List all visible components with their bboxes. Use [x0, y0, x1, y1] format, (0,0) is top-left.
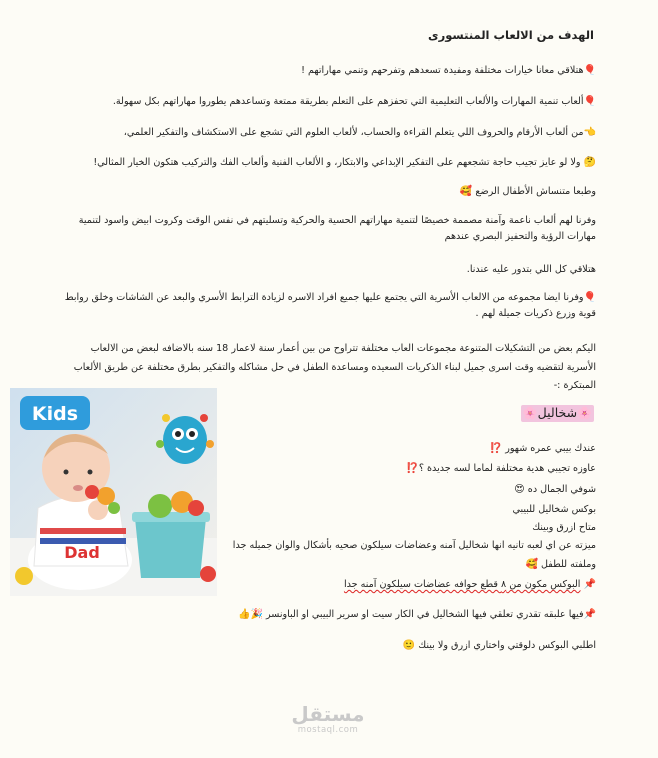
paragraph-skills: 🎈ألعاب تنمية المهارات والألعاب التعليمية التي تحفزهم على التعلم بطريقة ممتعة وتساعدهم يطوروا مهاراتهم بكل سهولة. — [112, 96, 596, 107]
thumbs-up-icon: 👍 — [238, 609, 251, 620]
paragraph-creative: 🤔 ولا لو عايز تجيب حاجة تشجعهم على التفكير الإبداعي والابتكار، و الألعاب الفنية وألعاب الفك والتركيب هتكون الخيار المثالي! — [93, 157, 596, 168]
rattle-line-4: بوكس شخاليل للبيبي — [512, 504, 596, 515]
rattle-line-10: اطلبي البوكس دلوقتي واختاري ازرق ولا بينك 🙂 — [402, 640, 596, 651]
rattle-line-1: عندك بيبي عمره شهور ⁉️ — [489, 443, 596, 454]
party-icon: 🎉 — [250, 609, 263, 620]
smiling-face-icon: 🥰 — [459, 186, 473, 197]
balloon-icon: 🎈 — [583, 292, 596, 303]
flower-icon: 🌸 — [522, 406, 538, 420]
rattle-line-2: عاوزه تجيبي هدية مختلفة لماما لسه جديدة ؟⁉️ — [406, 463, 596, 474]
balloon-icon: 🎈 — [583, 96, 596, 107]
pointing-hand-icon: 👈 — [583, 127, 596, 138]
smile-icon: 🙂 — [402, 640, 416, 651]
paragraph-family: 🎈وفرنا ايضا مجموعه من الالعاب الأسرية التي يجتمع عليها جميع افراد الاسره لزيادة الترابط الأسري والبعد عن الشاشات وخلق روابط قوية وزرع ذكريات جميلة لهم . — [64, 292, 596, 319]
rattle-line-9: 📌فيها علبقه تقدري تعلقي فيها الشخاليل في الكار سيت او سرير البيبي او الباونسر 🎉👍 — [238, 609, 596, 620]
rattle-line-5: متاح ازرق وبينك — [532, 522, 596, 533]
page-title: الهدف من الالعاب المنتسورى — [428, 28, 594, 42]
heading-highlight: 🌸شخاليل🌸 — [522, 405, 592, 420]
mostaql-watermark — [283, 703, 373, 735]
watermark-domain: mostaql.com — [297, 725, 359, 735]
paragraph-intro: 🎈هتلاقي معانا خيارات مختلفة ومفيدة تسعدهم وتفرحهم وتنمي مهاراتهم ! — [301, 65, 596, 76]
balloon-icon: 🎈 — [583, 65, 596, 76]
pushpin-icon: 📌 — [583, 579, 596, 590]
question-marks-icon: ⁉️ — [406, 463, 419, 474]
baby-toy-photo — [10, 388, 217, 596]
paragraph-find: هتلاقي كل اللي بتدور عليه عندنا. — [466, 264, 596, 275]
paragraph-collections: اليكم بعض من التشكيلات المتنوعة مجموعات العاب مختلفة تتراوح من بين أعمار سنة لاعمار 18 سنه بالاضافه لبعض من الالعاب الأسرية لتقضيه وقت اسرى جميل لبناء الذكريات السعيده ومساعدة الطفل في حل مشاكله والتفكير بطرق مختلفة عن طريق الألعاب المبتكرة :- — [73, 343, 596, 391]
kids-badge-label: Kids — [31, 403, 79, 425]
paragraph-babies: وطبعا متنساش الأطفال الرضع 🥰 — [459, 186, 596, 197]
rattle-line-8: 📌 البوكس مكون من ٨ قطع حوافه عضاضات سيلكون آمنه جدا — [343, 579, 596, 590]
section-heading — [521, 405, 594, 422]
pushpin-icon: 📌 — [583, 609, 596, 620]
paragraph-soft-toys: وفرنا لهم ألعاب ناعمة وآمنة مصممة خصيصًا لتنمية مهاراتهم الحسية والحركية وتسليتهم في نفس الوقت وكروت ابيض واسود لتنمية مهارات الرؤية والتحفيز البصري عندهم — [78, 215, 596, 242]
baby-photo-illustration — [10, 388, 217, 596]
flower-icon: 🌸 — [577, 406, 592, 420]
thinking-face-icon: 🤔 — [583, 157, 596, 168]
rattle-line-7: وملفته للطفل 🥰 — [525, 559, 596, 570]
question-marks-icon: ⁉️ — [489, 443, 503, 454]
smiling-face-icon: 🥰 — [525, 559, 538, 570]
shirt-print: Dad — [64, 543, 100, 562]
heart-eyes-icon: 😍 — [514, 484, 525, 495]
rattle-line-3: شوفي الجمال ده 😍 — [514, 484, 596, 495]
rattle-line-6: ميزته عن اي لعبه تانيه انها شخاليل آمنه وعضاضات سيلكون صحيه بأشكال والوان جميله جدا — [232, 540, 596, 551]
watermark-logo-text: مستقل — [291, 702, 365, 726]
paragraph-numbers: 👈من ألعاب الأرقام والحروف اللي يتعلم القراءة والحساب، لألعاب العلوم التي تشجع على الاستكشاف والتفكير العلمي، — [123, 127, 596, 138]
